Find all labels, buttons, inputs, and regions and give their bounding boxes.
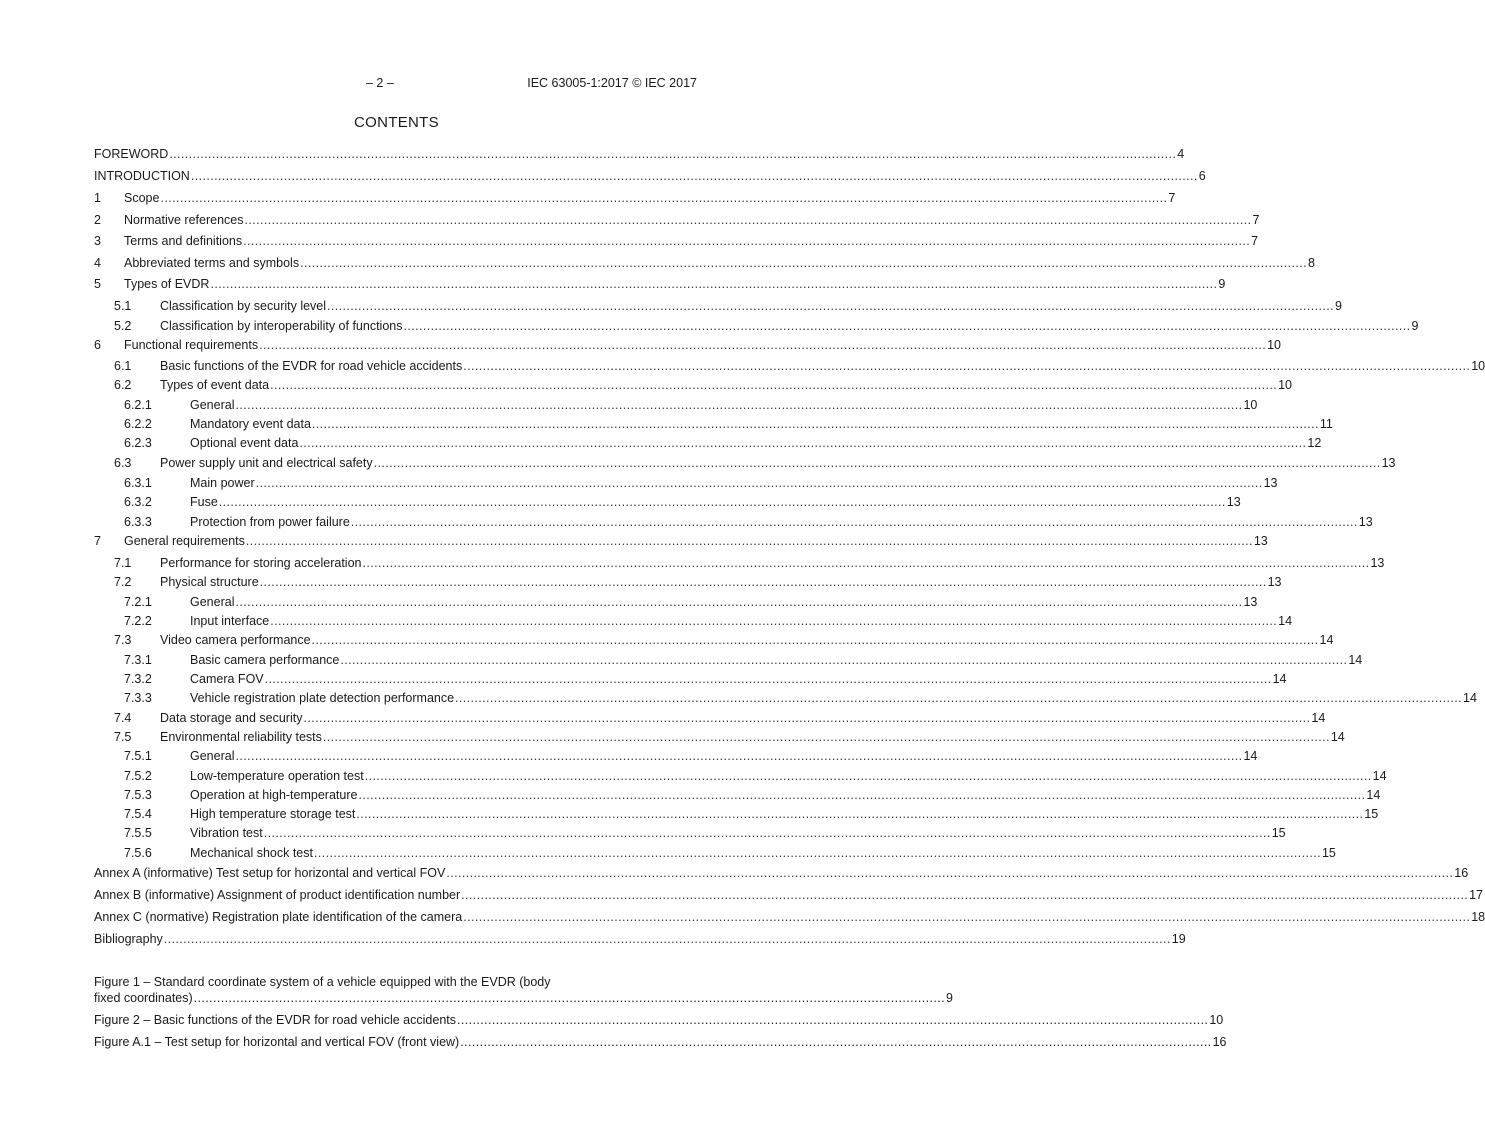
toc-entry[interactable] xyxy=(94,212,1260,228)
toc-entry-page: 9 xyxy=(1335,299,1342,313)
toc-entry-number: 6.3.1 xyxy=(124,476,152,490)
toc-entry-number: 1 xyxy=(94,191,101,205)
toc-entry-number: 7 xyxy=(94,534,101,548)
toc-entry-page: 15 xyxy=(1271,826,1286,840)
dot-leader xyxy=(455,690,1462,706)
toc-entry-title: Low-temperature operation test xyxy=(190,769,364,783)
toc-entry-title: Terms and definitions xyxy=(124,234,243,248)
toc-entry-page: 13 xyxy=(1358,515,1373,529)
toc-entry-page: 10 xyxy=(1278,378,1292,392)
toc-entry-title: Environmental reliability tests xyxy=(160,730,322,744)
toc-entry-title: Operation at high-temperature xyxy=(190,788,358,802)
dot-leader xyxy=(365,768,1372,784)
figure-page: 10 xyxy=(1209,1013,1224,1027)
toc-entry[interactable] xyxy=(94,594,1258,610)
toc-entry-title: Scope xyxy=(124,191,160,205)
dot-leader xyxy=(362,555,1369,571)
toc-entry-title: Vehicle registration plate detection performance xyxy=(190,691,455,705)
toc-entry-page: 10 xyxy=(1267,338,1281,352)
toc-entry-page: 14 xyxy=(1463,691,1477,705)
toc-entry-title: Mechanical shock test xyxy=(190,846,313,860)
toc-entry-number: 6.2.3 xyxy=(124,436,152,450)
toc-entry-title: Physical structure xyxy=(160,575,259,589)
toc-entry-number: 6.3.2 xyxy=(124,495,152,509)
toc-entry-page: 17 xyxy=(1469,888,1484,902)
toc-entry[interactable] xyxy=(94,825,1286,841)
toc-entry-page: 14 xyxy=(1311,711,1326,725)
toc-entry-title: Basic functions of the EVDR for road vehicle accidents xyxy=(160,359,463,373)
dot-leader xyxy=(356,806,1363,822)
toc-entry-title: Data storage and security xyxy=(160,711,303,725)
dot-leader xyxy=(219,494,1226,510)
toc-entry-title: Basic camera performance xyxy=(190,653,340,667)
toc-entry-number: 7.5.3 xyxy=(124,788,152,802)
toc-entry[interactable] xyxy=(94,255,1315,271)
toc-entry-title: High temperature storage test xyxy=(190,807,356,821)
toc-entry-number: 6.2 xyxy=(114,378,132,392)
toc-entry-title: Annex A (informative) Test setup for horizontal and vertical FOV xyxy=(94,866,446,880)
toc-entry-number: 5.2 xyxy=(114,319,132,333)
dot-leader: .................................................................................................................................................................................................. xyxy=(193,991,946,1005)
toc-entry-title: Camera FOV xyxy=(190,672,264,686)
toc-entry-page: 13 xyxy=(1370,556,1385,570)
toc-entry-page: 18 xyxy=(1471,910,1485,924)
figure-title-line: Figure 1 – Standard coordinate system of a vehicle equipped with the EVDR (body xyxy=(94,975,551,989)
toc-entry[interactable] xyxy=(94,190,1176,206)
toc-entry-title: Optional event data xyxy=(190,436,299,450)
toc-entry-title: Annex B (informative) Assignment of product identification number xyxy=(94,888,461,902)
toc-entry-page: 13 xyxy=(1381,456,1396,470)
toc-entry-number: 6.2.1 xyxy=(124,398,152,412)
dot-leader xyxy=(164,931,1171,947)
toc-entry[interactable] xyxy=(94,455,1396,471)
toc-entry[interactable] xyxy=(94,298,1342,314)
toc-entry[interactable] xyxy=(94,555,1385,571)
toc-entry[interactable] xyxy=(94,690,1477,706)
toc-entry-number: 7.3 xyxy=(114,633,132,647)
dot-leader xyxy=(245,212,1252,228)
toc-entry-page: 12 xyxy=(1307,436,1322,450)
dot-leader xyxy=(300,255,1307,271)
toc-entry-title: Classification by security level xyxy=(160,299,327,313)
dot-leader xyxy=(461,887,1468,903)
toc-entry-number: 7.2.2 xyxy=(124,614,152,628)
toc-entry[interactable] xyxy=(94,574,1282,590)
toc-entry-page: 16 xyxy=(1454,866,1469,880)
toc-entry-page: 6 xyxy=(1198,169,1206,183)
dot-leader xyxy=(264,825,1271,841)
standard-reference: IEC 63005-1:2017 © IEC 2017 xyxy=(527,76,697,90)
toc-entry-title: Mandatory event data xyxy=(190,417,311,431)
toc-entry-number: 7.5.2 xyxy=(124,769,152,783)
toc-entry-title: Bibliography xyxy=(94,932,163,946)
dot-leader xyxy=(312,416,1319,432)
dot-leader xyxy=(235,594,1242,610)
dot-leader xyxy=(327,298,1334,314)
toc-entry[interactable] xyxy=(94,318,1419,334)
toc-entry-number: 7.1 xyxy=(114,556,132,570)
toc-entry-title: Fuse xyxy=(190,495,218,509)
toc-entry[interactable] xyxy=(94,613,1293,629)
figure-page: 16 xyxy=(1212,1035,1227,1049)
dot-leader xyxy=(260,574,1267,590)
toc-entry-page: 10 xyxy=(1243,398,1258,412)
toc-entry-page: 14 xyxy=(1272,672,1287,686)
toc-entry[interactable] xyxy=(94,729,1345,745)
toc-entry-number: 7.2.1 xyxy=(124,595,152,609)
toc-entry-title: Classification by interoperability of functions xyxy=(160,319,403,333)
toc-entry-title: General xyxy=(190,749,235,763)
toc-entry-page: 15 xyxy=(1321,846,1336,860)
dot-leader xyxy=(265,671,1272,687)
toc-entry-page: 14 xyxy=(1348,653,1363,667)
toc-entry[interactable] xyxy=(94,931,1186,947)
toc-entry-page: 13 xyxy=(1263,476,1278,490)
toc-entry-title: Vibration test xyxy=(190,826,263,840)
toc-entry-number: 6.3 xyxy=(114,456,132,470)
toc-entry-title: Abbreviated terms and symbols xyxy=(124,256,300,270)
dot-leader xyxy=(243,233,1250,249)
dot-leader xyxy=(210,276,1217,292)
dot-leader: .................................................................................................................................................................................................. xyxy=(457,1013,1209,1027)
dot-leader xyxy=(270,613,1277,629)
toc-entry-number: 7.4 xyxy=(114,711,132,725)
toc-entry-page: 8 xyxy=(1308,256,1315,270)
toc-entry[interactable] xyxy=(94,533,1268,549)
dot-leader xyxy=(323,729,1330,745)
toc-entry[interactable] xyxy=(94,358,1485,374)
toc-entry-number: 7.3.1 xyxy=(124,653,152,667)
toc-entry-title: Annex C (normative) Registration plate identification of the camera xyxy=(94,910,463,924)
dot-leader xyxy=(270,377,1277,393)
dot-leader xyxy=(312,632,1319,648)
dot-leader xyxy=(256,475,1263,491)
toc-entry-number: 7.2 xyxy=(114,575,132,589)
dot-leader xyxy=(463,358,1470,374)
page-header xyxy=(94,76,697,92)
toc-entry-number: 7.5.1 xyxy=(124,749,152,763)
toc-entry-title: Normative references xyxy=(124,213,244,227)
toc-entry-number: 6 xyxy=(94,338,101,352)
figure-entry[interactable] xyxy=(94,1012,1224,1028)
toc-entry[interactable] xyxy=(94,671,1287,687)
dot-leader xyxy=(403,318,1410,334)
toc-entry[interactable] xyxy=(94,233,1259,249)
dot-leader xyxy=(314,845,1321,861)
figure-title: Figure 2 – Basic functions of the EVDR for road vehicle accidents xyxy=(94,1013,456,1027)
dot-leader xyxy=(303,710,1310,726)
toc-entry-page: 14 xyxy=(1330,730,1345,744)
toc-entry-page: 7 xyxy=(1168,191,1176,205)
toc-entry-page: 13 xyxy=(1226,495,1241,509)
toc-entry-title: FOREWORD xyxy=(94,147,169,161)
toc-entry-title: Main power xyxy=(190,476,255,490)
dot-leader xyxy=(235,397,1242,413)
toc-entry[interactable] xyxy=(94,865,1469,881)
toc-entry-page: 14 xyxy=(1366,788,1381,802)
toc-entry[interactable] xyxy=(94,652,1363,668)
dot-leader xyxy=(351,514,1358,530)
toc-entry-title: Types of EVDR xyxy=(124,277,210,291)
toc-entry-title: General xyxy=(190,398,235,412)
toc-entry[interactable] xyxy=(94,416,1333,432)
figure-title: Figure A.1 – Test setup for horizontal and vertical FOV (front view) xyxy=(94,1035,460,1049)
toc-entry-page: 7 xyxy=(1251,234,1259,248)
toc-entry-page: 11 xyxy=(1319,417,1333,431)
toc-entry[interactable] xyxy=(94,710,1326,726)
toc-entry[interactable] xyxy=(94,337,1281,353)
toc-entry-page: 19 xyxy=(1171,932,1186,946)
toc-entry-title: Protection from power failure xyxy=(190,515,350,529)
toc-entry-page: 13 xyxy=(1267,575,1282,589)
toc-entry[interactable] xyxy=(94,494,1241,510)
figure-title: fixed coordinates) xyxy=(94,991,193,1005)
toc-entry[interactable] xyxy=(94,397,1258,413)
toc-entry-page: 14 xyxy=(1372,769,1387,783)
dot-leader xyxy=(463,909,1470,925)
toc-entry-title: Power supply unit and electrical safety xyxy=(160,456,373,470)
toc-entry-page: 9 xyxy=(1218,277,1226,291)
toc-entry-number: 4 xyxy=(94,256,101,270)
toc-entry-page: 13 xyxy=(1253,534,1268,548)
dot-leader xyxy=(169,146,1176,162)
toc-entry-title: Performance for storing acceleration xyxy=(160,556,362,570)
toc-entry-page: 7 xyxy=(1252,213,1260,227)
toc-entry[interactable] xyxy=(94,768,1387,784)
dot-leader xyxy=(374,455,1381,471)
toc-entry-page: 14 xyxy=(1319,633,1334,647)
figure-page: 9 xyxy=(946,991,953,1005)
toc-entry-title: General xyxy=(190,595,235,609)
toc-entry-number: 5.1 xyxy=(114,299,132,313)
toc-entry-number: 6.1 xyxy=(114,359,132,373)
toc-entry-title: Types of event data xyxy=(160,378,270,392)
toc-entry[interactable] xyxy=(94,377,1292,393)
toc-entry[interactable] xyxy=(94,475,1278,491)
toc-entry-page: 10 xyxy=(1471,359,1485,373)
toc-entry-page: 4 xyxy=(1177,147,1185,161)
toc-entry[interactable] xyxy=(94,168,1206,184)
dot-leader xyxy=(259,337,1266,353)
dot-leader xyxy=(160,190,1167,206)
toc-entry-number: 6.2.2 xyxy=(124,417,152,431)
toc-entry-title: Video camera performance xyxy=(160,633,311,647)
toc-entry[interactable] xyxy=(94,887,1484,903)
toc-entry[interactable] xyxy=(94,909,1485,925)
toc-entry-number: 6.3.3 xyxy=(124,515,152,529)
page-title: CONTENTS xyxy=(354,114,439,131)
toc-entry-page: 14 xyxy=(1243,749,1258,763)
dot-leader xyxy=(191,168,1198,184)
toc-entry-number: 7.5 xyxy=(114,730,132,744)
toc-entry-number: 5 xyxy=(94,277,101,291)
toc-entry-page: 15 xyxy=(1364,807,1379,821)
figure-entry[interactable] xyxy=(94,974,953,1006)
toc-entry[interactable] xyxy=(94,514,1373,530)
toc-entry[interactable] xyxy=(94,787,1381,803)
dot-leader xyxy=(358,787,1365,803)
toc-entry-title: INTRODUCTION xyxy=(94,169,190,183)
toc-entry-number: 3 xyxy=(94,234,101,248)
toc-entry[interactable] xyxy=(94,748,1258,764)
toc-entry-title: General requirements xyxy=(124,534,245,548)
toc-entry[interactable] xyxy=(94,806,1379,822)
dot-leader xyxy=(299,435,1306,451)
dot-leader xyxy=(246,533,1253,549)
dot-leader xyxy=(235,748,1242,764)
toc-entry-number: 7.5.6 xyxy=(124,846,152,860)
toc-entry-title: Functional requirements xyxy=(124,338,259,352)
toc-entry-number: 7.5.5 xyxy=(124,826,152,840)
toc-entry[interactable] xyxy=(94,146,1185,162)
toc-entry-number: 2 xyxy=(94,213,101,227)
toc-entry[interactable] xyxy=(94,845,1336,861)
toc-entry-number: 7.3.2 xyxy=(124,672,152,686)
toc-entry[interactable] xyxy=(94,632,1334,648)
toc-entry-page: 14 xyxy=(1278,614,1293,628)
toc-entry-title: Input interface xyxy=(190,614,270,628)
toc-entry-number: 7.3.3 xyxy=(124,691,152,705)
toc-entry[interactable] xyxy=(94,435,1322,451)
dot-leader xyxy=(340,652,1347,668)
figure-entry[interactable] xyxy=(94,1034,1227,1050)
dot-leader: .................................................................................................................................................................................................. xyxy=(460,1035,1212,1049)
toc-entry-page: 13 xyxy=(1243,595,1258,609)
toc-entry-number: 7.5.4 xyxy=(124,807,152,821)
toc-entry[interactable] xyxy=(94,276,1226,292)
toc-entry-page: 9 xyxy=(1411,319,1419,333)
dot-leader xyxy=(446,865,1453,881)
page-number: – 2 – xyxy=(366,76,394,90)
